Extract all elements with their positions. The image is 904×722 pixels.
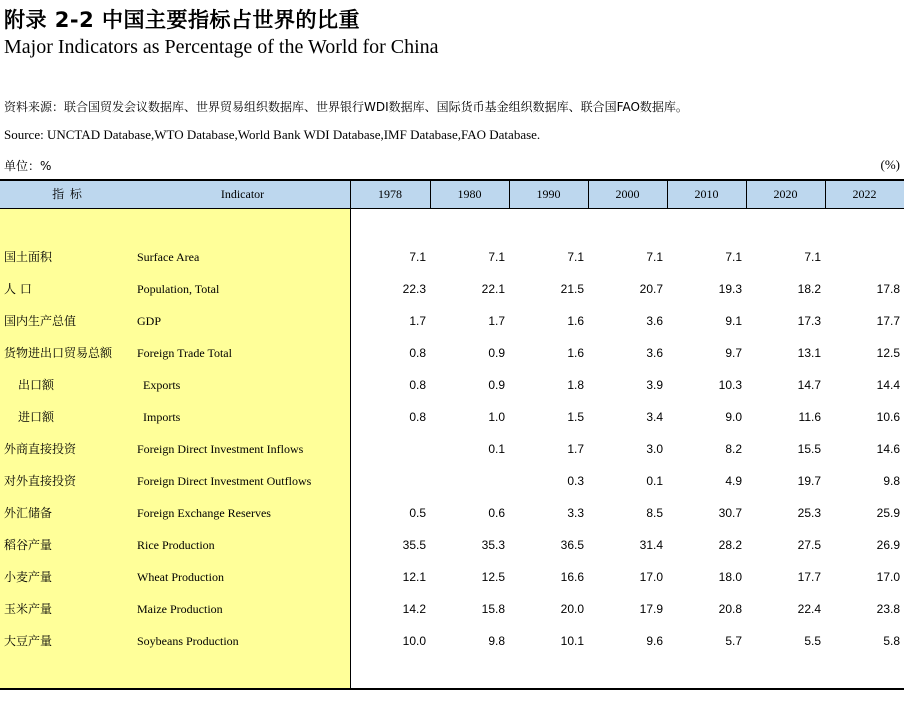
indicators-table [0, 179, 904, 690]
value-cell-1978: 0.8 [409, 346, 426, 360]
indicator-name-chinese: 外汇储备 [4, 506, 53, 520]
value-cell-1978: 35.5 [402, 538, 426, 552]
value-cell-2022: 9.8 [883, 474, 900, 488]
value-cell-2022: 25.9 [876, 506, 900, 520]
header-year-1978: 1978 [378, 187, 402, 201]
value-cell-2010: 4.9 [725, 474, 742, 488]
indicator-name-english: Foreign Trade Total [137, 346, 232, 360]
value-cell-1980 [435, 465, 505, 497]
indicator-name-english: Foreign Direct Investment Outflows [137, 474, 312, 488]
table-row [0, 497, 904, 529]
value-cell-2022: 14.4 [876, 378, 900, 392]
value-cell-2022: 10.6 [876, 410, 900, 424]
table-row [0, 561, 904, 593]
value-cell-2000: 3.9 [646, 378, 663, 392]
value-cell-2020: 22.4 [797, 602, 821, 616]
value-cell-1990: 0.3 [567, 474, 584, 488]
value-cell-1978: 0.8 [409, 378, 426, 392]
value-cell-2010: 5.7 [725, 634, 742, 648]
indicator-name-english: Surface Area [137, 250, 200, 264]
table-row [0, 465, 904, 497]
value-cell-2010: 19.3 [718, 282, 742, 296]
value-cell-1978: 12.1 [402, 570, 426, 584]
value-cell-2000: 20.7 [639, 282, 663, 296]
indicator-name-english: Exports [143, 378, 181, 392]
indicator-name-english: Wheat Production [137, 570, 224, 584]
table-top-rule [0, 179, 904, 181]
value-cell-1978: 10.0 [402, 634, 426, 648]
value-cell-1990: 1.6 [567, 314, 584, 328]
table-row [0, 273, 904, 305]
value-cell-1980: 0.9 [488, 378, 505, 392]
value-cell-2020: 27.5 [797, 538, 821, 552]
indicator-name-english: Foreign Exchange Reserves [137, 506, 271, 520]
value-cell-1980: 15.8 [481, 602, 505, 616]
value-cell-2000: 3.6 [646, 346, 663, 360]
value-cell-1980: 1.7 [488, 314, 505, 328]
header-year-2020: 2020 [773, 187, 798, 201]
value-cell-2000: 3.4 [646, 410, 663, 424]
value-cell-2022: 17.0 [876, 570, 900, 584]
value-cell-1990: 7.1 [567, 250, 584, 264]
value-cell-2000: 3.6 [646, 314, 663, 328]
value-cell-2010: 30.7 [718, 506, 742, 520]
value-cell-2000: 17.9 [639, 602, 663, 616]
value-cell-2020: 7.1 [804, 250, 821, 264]
value-cell-2022: 5.8 [883, 634, 900, 648]
value-cell-2022: 26.9 [876, 538, 900, 552]
header-indicator-chinese: 指 标 [52, 187, 83, 201]
value-cell-2000: 0.1 [646, 474, 663, 488]
value-cell-2020: 17.3 [797, 314, 821, 328]
value-cell-2022: 14.6 [876, 442, 900, 456]
value-cell-1978 [356, 465, 426, 497]
value-cell-1980: 22.1 [481, 282, 505, 296]
header-year-2010: 2010 [694, 187, 719, 201]
value-cell-2010: 28.2 [718, 538, 742, 552]
value-cell-2010: 18.0 [718, 570, 742, 584]
header-indicator-english: Indicator [220, 187, 265, 201]
value-cell-1978: 14.2 [402, 602, 426, 616]
indicator-name-chinese: 国土面积 [4, 250, 53, 264]
value-cell-2000: 3.0 [646, 442, 663, 456]
table-row [0, 369, 904, 401]
value-cell-1990: 3.3 [567, 506, 584, 520]
indicator-name-chinese: 稻谷产量 [4, 538, 53, 552]
value-cell-1990: 21.5 [560, 282, 584, 296]
value-cell-1980: 0.6 [488, 506, 505, 520]
table-bottom-rule [0, 688, 904, 690]
indicator-name-chinese: 玉米产量 [4, 602, 53, 616]
table-row [0, 433, 904, 465]
value-cell-2000: 31.4 [639, 538, 663, 552]
value-cell-1990: 1.7 [567, 442, 584, 456]
table-row [0, 337, 904, 369]
indicator-name-english: GDP [137, 314, 162, 328]
value-cell-1978: 7.1 [409, 250, 426, 264]
value-cell-1990: 10.1 [560, 634, 584, 648]
indicator-name-english: Population, Total [137, 282, 220, 296]
table-row [0, 241, 904, 273]
value-cell-2010: 8.2 [725, 442, 742, 456]
table-row [0, 625, 904, 657]
indicator-name-english: Imports [143, 410, 181, 424]
value-cell-2020: 13.1 [797, 346, 821, 360]
value-cell-1980: 1.0 [488, 410, 505, 424]
value-cell-2020: 25.3 [797, 506, 821, 520]
value-cell-1978: 22.3 [402, 282, 426, 296]
value-cell-2000: 7.1 [646, 250, 663, 264]
indicator-name-english: Soybeans Production [137, 634, 239, 648]
value-cell-2020: 18.2 [797, 282, 821, 296]
value-cell-2000: 8.5 [646, 506, 663, 520]
header-year-1980: 1980 [457, 187, 482, 201]
value-cell-2020: 17.7 [797, 570, 821, 584]
value-cell-2022: 17.7 [876, 314, 900, 328]
value-cell-2010: 9.1 [725, 314, 742, 328]
value-cell-1978: 0.5 [409, 506, 426, 520]
value-cell-1990: 1.8 [567, 378, 584, 392]
table-row [0, 305, 904, 337]
value-cell-1990: 36.5 [560, 538, 584, 552]
value-cell-1980: 0.9 [488, 346, 505, 360]
value-cell-2020: 5.5 [804, 634, 821, 648]
value-cell-2022: 17.8 [876, 282, 900, 296]
value-cell-2020: 19.7 [797, 474, 821, 488]
indicator-name-chinese: 人 口 [4, 282, 32, 296]
value-cell-2010: 9.7 [725, 346, 742, 360]
header-year-1990: 1990 [536, 187, 561, 201]
value-cell-2010: 10.3 [718, 378, 742, 392]
indicator-name-english: Maize Production [137, 602, 223, 616]
value-cell-1990: 16.6 [560, 570, 584, 584]
table-row [0, 593, 904, 625]
value-cell-1978 [356, 433, 426, 465]
page-title-chinese: 附录 2-2 中国主要指标占世界的比重 [4, 8, 361, 32]
value-cell-2020: 15.5 [797, 442, 821, 456]
value-cell-1990: 20.0 [560, 602, 584, 616]
value-cell-1990: 1.6 [567, 346, 584, 360]
value-cell-1980: 9.8 [488, 634, 505, 648]
indicator-name-chinese: 对外直接投资 [4, 474, 77, 488]
unit-label: 单位：% [4, 159, 52, 173]
indicator-name-chinese: 外商直接投资 [4, 442, 77, 456]
page-title-english: Major Indicators as Percentage of the World for China [4, 36, 439, 58]
value-cell-2010: 20.8 [718, 602, 742, 616]
value-cell-2020: 11.6 [798, 410, 821, 424]
value-cell-1980: 35.3 [481, 538, 505, 552]
value-cell-2022: 23.8 [876, 602, 900, 616]
value-cell-2010: 7.1 [725, 250, 742, 264]
indicator-name-chinese: 大豆产量 [4, 634, 53, 648]
value-cell-2010: 9.0 [725, 410, 742, 424]
header-year-2022: 2022 [852, 187, 877, 201]
table-header [0, 181, 904, 209]
indicator-name-english: Foreign Direct Investment Inflows [137, 442, 304, 456]
value-cell-2022 [830, 241, 900, 273]
value-cell-1980: 12.5 [481, 570, 505, 584]
value-cell-1990: 1.5 [567, 410, 584, 424]
value-cell-1978: 0.8 [409, 410, 426, 424]
indicator-name-chinese: 国内生产总值 [4, 314, 77, 328]
value-cell-1978: 1.7 [409, 314, 426, 328]
unit-label-percent: (%) [880, 157, 900, 172]
value-cell-1980: 7.1 [488, 250, 505, 264]
indicator-name-chinese: 出口额 [18, 378, 55, 392]
value-cell-1980: 0.1 [488, 442, 505, 456]
indicator-name-chinese: 进口额 [18, 410, 55, 424]
table-row [0, 529, 904, 561]
table-row [0, 401, 904, 433]
indicator-name-chinese: 货物进出口贸易总额 [4, 346, 113, 360]
value-cell-2000: 17.0 [639, 570, 663, 584]
value-cell-2020: 14.7 [797, 378, 821, 392]
source-note-english: Source: UNCTAD Database,WTO Database,World Bank WDI Database,IMF Database,FAO Database. [4, 127, 541, 142]
source-note-chinese: 资料来源：联合国贸发会议数据库、世界贸易组织数据库、世界银行WDI数据库、国际货币基金组织数据库、联合国FAO数据库。 [4, 100, 688, 114]
indicator-name-chinese: 小麦产量 [4, 570, 53, 584]
value-cell-2000: 9.6 [646, 634, 663, 648]
header-year-2000: 2000 [615, 187, 640, 201]
value-cell-2022: 12.5 [876, 346, 900, 360]
indicator-name-english: Rice Production [137, 538, 215, 552]
